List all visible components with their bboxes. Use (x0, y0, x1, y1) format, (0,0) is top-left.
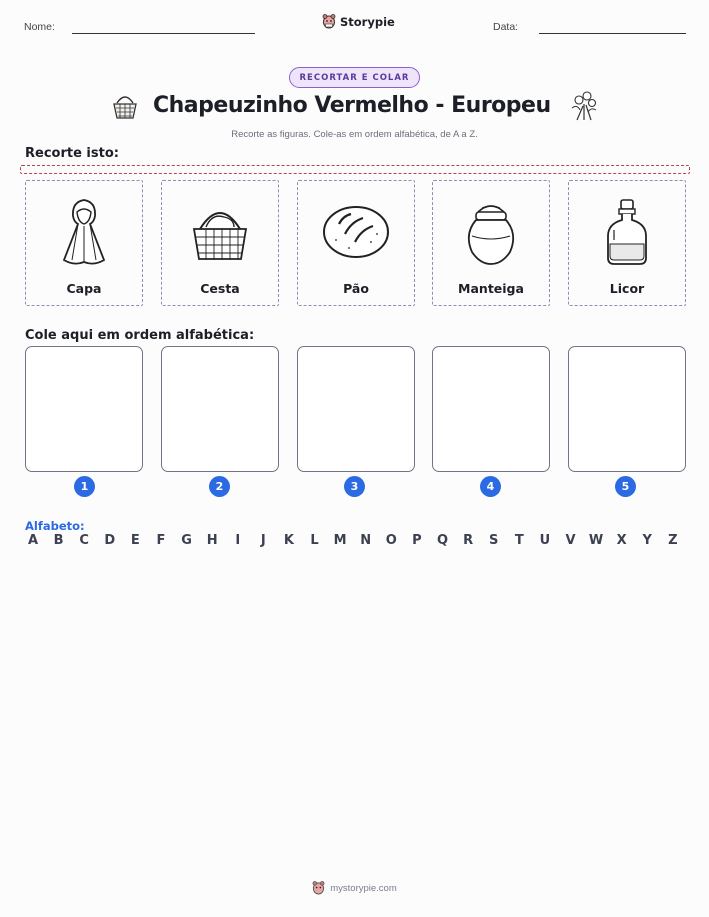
brand-name: Storypie (340, 14, 395, 29)
paste-box-4[interactable] (432, 346, 550, 472)
storypie-logo (322, 14, 395, 29)
date-label: Data: (493, 21, 519, 33)
alphabet-letter: O (385, 533, 397, 548)
cut-card-pao[interactable] (297, 180, 415, 306)
liqueur-bottle-icon (602, 196, 652, 268)
order-number-badge: 3 (344, 476, 365, 497)
alphabet-letter: T (514, 533, 524, 548)
cape-icon (54, 196, 114, 268)
storypie-mascot-icon (312, 881, 325, 895)
alphabet-letter: Y (642, 533, 652, 548)
cut-card-licor[interactable] (568, 180, 686, 306)
bread-icon (321, 202, 391, 262)
butter-pot-icon (462, 198, 520, 266)
alphabet-letter: J (260, 533, 266, 548)
alphabet-letter: U (539, 533, 551, 548)
paste-box-2[interactable] (161, 346, 279, 472)
page-title: Chapeuzinho Vermelho - Europeu (153, 93, 551, 118)
footer-site[interactable]: mystorypie.com (330, 882, 397, 894)
alphabet-letter: H (206, 533, 218, 548)
storypie-mascot-icon (322, 14, 336, 29)
footer (0, 881, 709, 895)
cut-card-cesta[interactable] (161, 180, 279, 306)
alphabet-letter: V (565, 533, 576, 548)
card-label: Pão (343, 281, 369, 296)
order-number-badge: 5 (615, 476, 636, 497)
alphabet-letter: R (463, 533, 474, 548)
alphabet-letter: N (360, 533, 372, 548)
date-line[interactable] (539, 33, 686, 34)
alphabet-letter: Z (668, 533, 678, 548)
name-line[interactable] (72, 33, 255, 34)
alphabet-letter: X (616, 533, 627, 548)
alphabet-letter: W (588, 533, 604, 548)
paste-box-3[interactable] (297, 346, 415, 472)
paste-section-label: Cole aqui em ordem alfabética: (25, 328, 255, 343)
paste-box-5[interactable] (568, 346, 686, 472)
paste-box-1[interactable] (25, 346, 143, 472)
card-label: Licor (609, 281, 645, 296)
alphabet-letter: Q (436, 533, 449, 548)
alphabet-letter: A (27, 533, 39, 548)
activity-badge: RECORTAR E COLAR (289, 67, 420, 88)
alphabet-letter: I (235, 533, 241, 548)
instructions: Recorte as figuras. Cole-as em ordem alfabética, de A a Z. (231, 129, 478, 140)
alphabet-letter: B (53, 533, 64, 548)
card-label: Cesta (200, 281, 240, 296)
order-number-badge: 1 (74, 476, 95, 497)
alphabet-letter: L (310, 533, 319, 548)
cut-section-label: Recorte isto: (25, 146, 119, 161)
alphabet-letter: P (412, 533, 422, 548)
alphabet-letter: E (130, 533, 140, 548)
basket-decoration-icon (111, 91, 139, 125)
alphabet-letter: C (79, 533, 89, 548)
alphabet-row (25, 533, 685, 548)
cut-card-manteiga[interactable] (432, 180, 550, 306)
card-label: Capa (66, 281, 102, 296)
alphabet-letter: D (104, 533, 116, 548)
cut-card-capa[interactable] (25, 180, 143, 306)
alphabet-label: Alfabeto: (25, 519, 85, 533)
name-label: Nome: (24, 21, 55, 33)
alphabet-letter: S (489, 533, 499, 548)
alphabet-letter: G (181, 533, 192, 548)
order-number-badge: 4 (480, 476, 501, 497)
cut-strip[interactable] (20, 165, 690, 174)
order-number-badge: 2 (209, 476, 230, 497)
alphabet-letter: K (283, 533, 294, 548)
flowers-decoration-icon (569, 90, 599, 126)
card-label: Manteiga (458, 281, 524, 296)
alphabet-letter: M (333, 533, 347, 548)
basket-icon (188, 199, 252, 265)
alphabet-letter: F (156, 533, 166, 548)
